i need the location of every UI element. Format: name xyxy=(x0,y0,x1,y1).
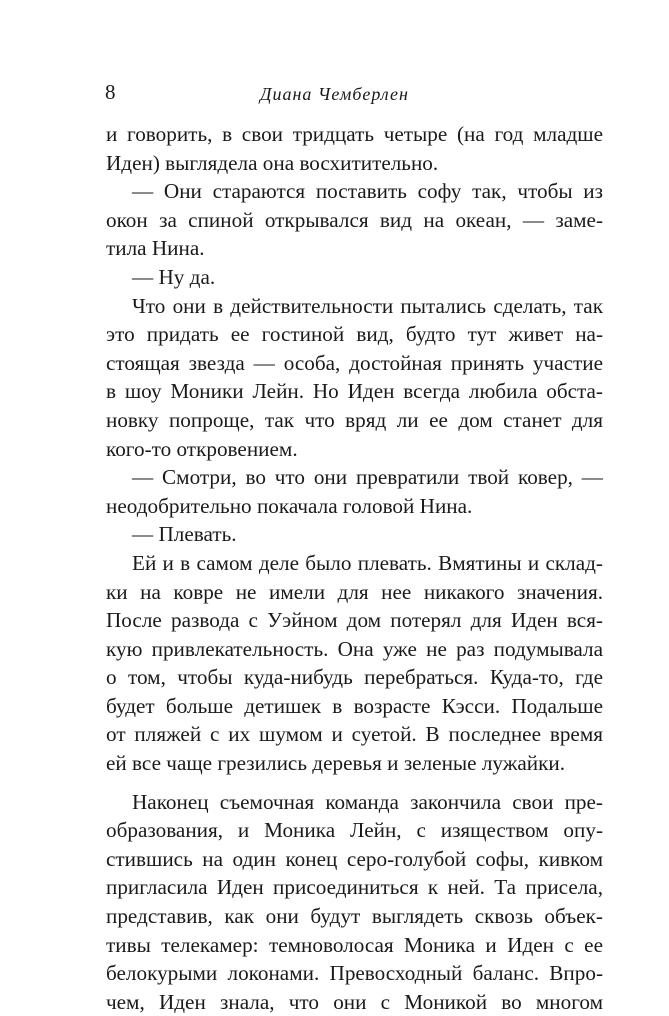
text-line: кого-то откровением. xyxy=(106,436,298,461)
text-line: тила Нина. xyxy=(106,236,205,261)
text-line: Наконец съемочная команда закончила свои пре- xyxy=(132,789,603,814)
text-line: — Смотри, во что они превратили твой ковер, — xyxy=(132,465,603,490)
text-line: окон за спиной открывался вид на океан, — заме- xyxy=(106,207,603,232)
text-line: от пляжей с их шумом и суетой. В последнее время xyxy=(106,722,603,747)
running-head: Диана Чемберлен xyxy=(260,84,409,104)
text-line: ей все чаще грезились деревья и зеленые лужайки. xyxy=(106,751,566,776)
text-line: чем, Иден знала, что они с Моникой во многом xyxy=(106,989,603,1014)
text-line: — Они стараются поставить софу так, чтобы из xyxy=(132,179,603,204)
text-line: о том, чтобы куда-нибудь перебраться. Куда-то, где xyxy=(106,665,603,690)
text-line: представив, как они будут выглядеть сквозь объек- xyxy=(106,904,603,929)
text-line: белокурыми локонами. Превосходный баланс. Впро- xyxy=(106,961,603,986)
page-number: 8 xyxy=(105,80,116,104)
text-line: — Ну да. xyxy=(132,264,216,289)
text-line: Ей и в самом деле было плевать. Вмятины и склад- xyxy=(132,550,603,575)
text-line: образования, и Моника Лейн, с изяществом опу- xyxy=(106,818,603,843)
text-line: пригласила Иден присоединиться к ней. Та присела, xyxy=(106,875,603,900)
text-line: будет больше детишек в возрасте Кэсси. Подальше xyxy=(106,693,603,718)
text-line: — Плевать. xyxy=(132,522,237,547)
text-line: Что они в действительности пытались сделать, так xyxy=(132,293,603,318)
text-line: тивы телекамер: темноволосая Моника и Иден с ее xyxy=(106,932,603,957)
text-line: это придать ее гостиной вид, будто тут живет на- xyxy=(106,322,603,347)
text-line: новку попроще, так что вряд ли ее дом станет для xyxy=(106,407,603,432)
body-text xyxy=(106,120,603,1016)
paragraph-gap xyxy=(106,778,603,788)
text-line: кую привлекательность. Она уже не раз подумывала xyxy=(106,636,603,661)
text-line: в шоу Моники Лейн. Но Иден всегда любила обста- xyxy=(106,379,603,404)
text-line: Иден) выглядела она восхитительно. xyxy=(106,150,439,175)
text-line: После развода с Уэйном дом потерял для Иден вся- xyxy=(106,608,603,633)
text-line: стившись на один конец серо-голубой софы, кивком xyxy=(106,846,603,871)
text-line: и говорить, в свои тридцать четыре (на год младше xyxy=(106,122,603,146)
text-line: стоящая звезда — особа, достойная принять участие xyxy=(106,350,603,375)
text-line: ки на ковре не имели для нее никакого значения. xyxy=(106,579,603,604)
text-line: неодобрительно покачала головой Нина. xyxy=(106,493,473,518)
